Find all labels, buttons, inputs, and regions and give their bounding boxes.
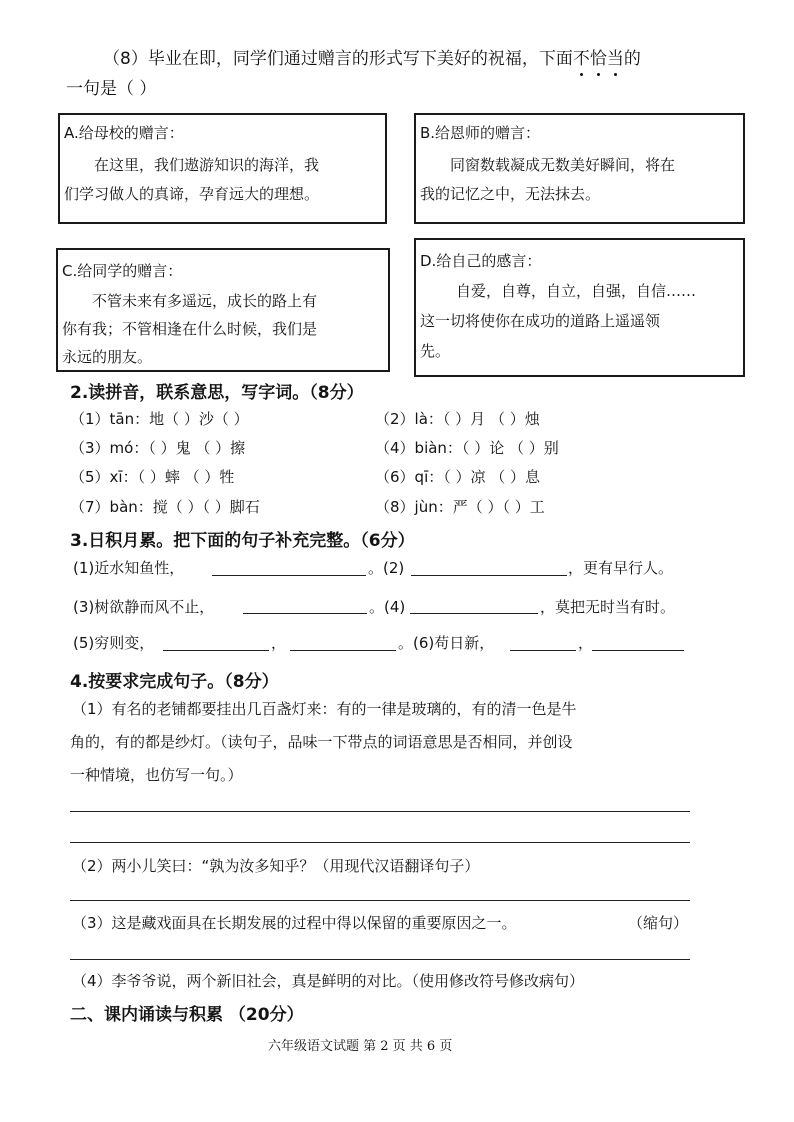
fill-5-prefix: (5)穷则变， [73, 634, 155, 652]
q8-line1-text: （8）毕业在即，同学们通过赠言的形式写下美好的祝福，下面不恰当的 [103, 49, 641, 69]
section-4-heading: 4.按要求完成句子。（8分） [70, 672, 279, 692]
box-b-title: B.给恩师的赠言： [420, 124, 541, 142]
fill-5-comma: ， [271, 634, 287, 652]
fill-6-prefix: 。(6)苟日新， [398, 634, 495, 652]
pinyin-row-1a: （1）tān：地（ ）沙（ ） [70, 410, 249, 428]
s4-q4: （4）李爷爷说，两个新旧社会，真是鲜明的对比。（使用修改符号修改病句） [72, 972, 585, 990]
pinyin-row-3b: （6）qī：（ ）凉 （ ）息 [375, 468, 541, 486]
box-c-line2: 你有我；不管相逢在什么时候，我们是 [62, 320, 318, 338]
box-d-title: D.给自己的感言： [420, 252, 542, 270]
part-2-heading: 二、课内诵读与积累 （20分） [70, 1005, 304, 1025]
fill-5-blank-a[interactable] [163, 650, 269, 651]
pinyin-row-1b: （2）là：（ ）月 （ ）烛 [375, 410, 540, 428]
box-b-line2: 我的记忆之中，无法抹去。 [420, 185, 601, 203]
fill-6-comma: ， [578, 634, 594, 652]
box-d [414, 238, 745, 377]
pinyin-row-4a: （7）bàn：搅（ ）（ ）脚石 [70, 498, 260, 516]
box-a-line2: 们学习做人的真谛，孕育远大的理想。 [64, 185, 320, 203]
section-3-heading: 3.日积月累。把下面的句子补充完整。（6分） [70, 531, 415, 551]
q8-line2: 一句是（ ） [66, 79, 157, 99]
box-b-line1: 同窗数载凝成无数美好瞬间，将在 [450, 156, 676, 174]
fill-2-prefix: 。(2) [368, 559, 405, 577]
s4-q3: （3）这是藏戏面具在长期发展的过程中得以保留的重要原因之一。 [72, 914, 517, 932]
pinyin-row-2a: （3）mó：（ ）鬼 （ ）擦 [70, 439, 246, 457]
fill-4-prefix: 。(4) [369, 598, 406, 616]
box-d-line2: 这一切将使你在成功的道路上遥遥领 [420, 312, 661, 330]
section-2-heading: 2.读拼音，联系意思，写字词。（8分） [70, 383, 364, 403]
fill-6-blank-b[interactable] [592, 650, 684, 651]
s4-q1-line1: （1）有名的老铺都要挂出几百盏灯来：有的一律是玻璃的，有的清一色是牛 [72, 700, 577, 718]
fill-3-blank[interactable] [243, 613, 367, 614]
box-d-line3: 先。 [420, 342, 451, 360]
s4-q1-line2: 角的，有的都是纱灯。（读句子，品味一下带点的词语意思是否相同，并创设 [70, 733, 573, 751]
s4-q1-line3: 一种情境，也仿写一句。） [70, 766, 243, 784]
pinyin-row-2b: （4）biàn：（ ）论 （ ）别 [375, 439, 559, 457]
answer-line-2[interactable] [70, 842, 690, 843]
fill-5-blank-b[interactable] [290, 650, 396, 651]
fill-4-blank[interactable] [410, 613, 538, 614]
fill-1-prefix: (1)近水知鱼性， [73, 559, 185, 577]
s4-q2: （2）两小儿笑曰：“孰为汝多知乎？（用现代汉语翻译句子） [72, 857, 480, 875]
answer-line-3[interactable] [70, 900, 690, 901]
box-a-line1: 在这里，我们遨游知识的海洋，我 [94, 156, 320, 174]
box-a-title: A.给母校的赠言： [64, 124, 184, 142]
answer-line-4[interactable] [70, 959, 690, 960]
box-c-line1: 不管未来有多遥远，成长的路上有 [92, 292, 318, 310]
answer-line-1[interactable] [70, 811, 690, 812]
fill-2-blank[interactable] [411, 575, 567, 576]
box-c-line3: 永远的朋友。 [62, 348, 153, 366]
box-b [414, 113, 745, 224]
s4-q3-tag: （缩句） [628, 914, 689, 932]
box-c-title: C.给同学的赠言： [62, 262, 183, 280]
pinyin-row-4b: （8）jùn：严（ ）（ ）工 [375, 498, 545, 516]
fill-3-prefix: (3)树欲静而风不止， [73, 598, 215, 616]
fill-1-blank[interactable] [212, 575, 366, 576]
fill-6-blank-a[interactable] [510, 650, 576, 651]
fill-2-suffix: ，更有早行人。 [568, 559, 674, 577]
pinyin-row-3a: （5）xī：（ ）蟀 （ ）牲 [70, 468, 235, 486]
fill-4-suffix: ，莫把无时当有时。 [540, 598, 676, 616]
box-d-line1: 自爱，自尊，自立，自强，自信…… [456, 282, 697, 300]
q8-line1 [103, 44, 641, 69]
box-c [56, 248, 390, 372]
page-footer: 六年级语文试题 第 2 页 共 6 页 [268, 1039, 453, 1054]
box-a [58, 113, 387, 224]
